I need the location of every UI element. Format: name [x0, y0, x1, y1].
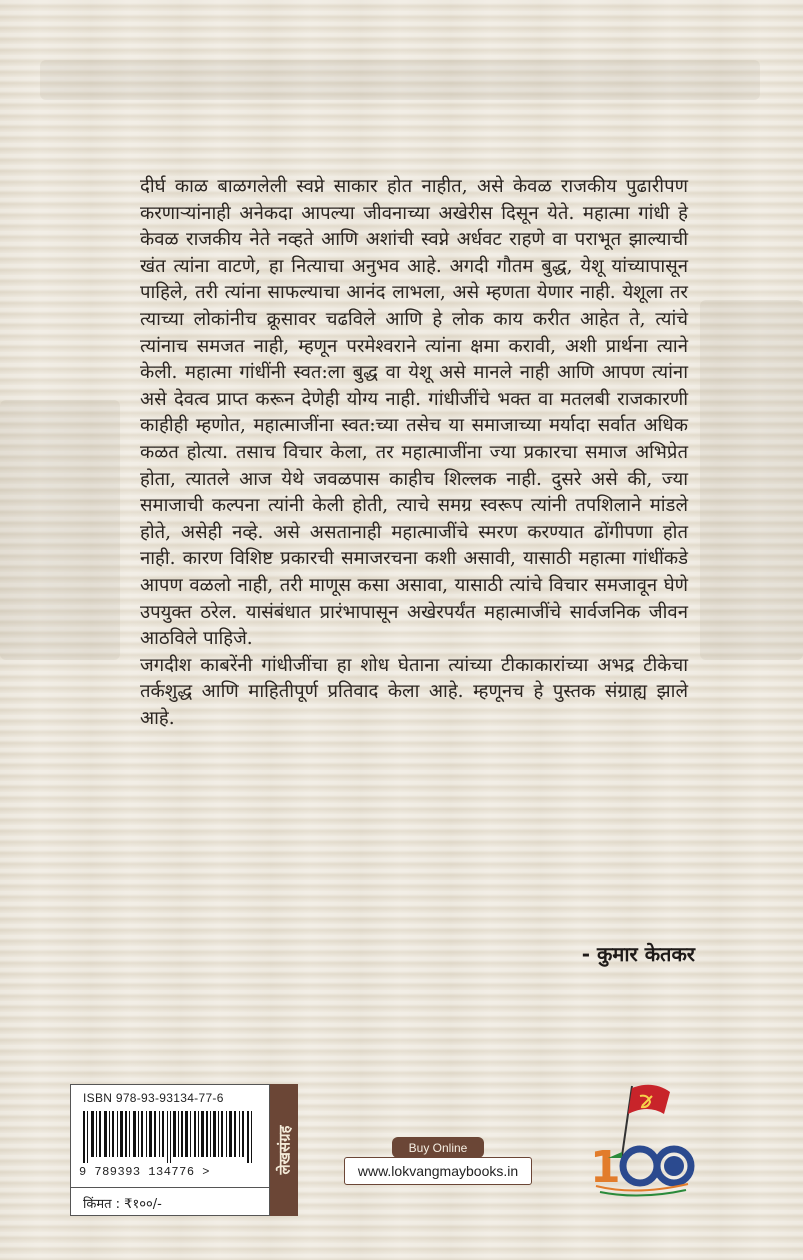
barcode-icon — [81, 1111, 257, 1163]
blurb-text — [140, 174, 688, 732]
background-texture — [700, 300, 803, 660]
isbn-label: ISBN 978-93-93134-77-6 — [83, 1091, 224, 1105]
website-link[interactable]: www.lokvangmaybooks.in — [344, 1157, 532, 1185]
publisher-logo-icon — [578, 1074, 708, 1204]
background-texture — [0, 400, 120, 660]
blurb-paragraph-2: जगदीश काबरेंनी गांधीजींचा हा शोध घेताना त्यांच्या टीकाकारांच्या अभद्र टीकेचा तर्कशुद्ध आणि माहितीपूर्ण प्रतिवाद केला आहे. म्हणूनच हे पुस्तक संग्राह्य झाले आहे. — [140, 654, 688, 729]
price-label: किंमत : ₹१००/- — [71, 1187, 269, 1215]
background-texture — [40, 60, 760, 100]
isbn-digits: 9 789393 134776 > — [79, 1165, 210, 1179]
author-signature: - कुमार केतकर — [581, 942, 695, 966]
series-label: लेखसंग्रह — [275, 1125, 294, 1175]
svg-text:1: 1 — [590, 1142, 621, 1193]
isbn-barcode-block — [70, 1084, 270, 1216]
blurb-paragraph-1: दीर्घ काळ बाळगलेली स्वप्ने साकार होत नाहीत, असे केवळ राजकीय पुढारीपण करणाऱ्यांनाही अनेकदा आपल्या जीवनाच्या अखेरीस दिसून येते. महात्मा गांधी हे केवळ राजकीय नेते नव्हते आणि अशांची स्वप्ने अर्धवट राहणे वा पराभूत झाल्याची खंत त्यांना वाटणे, हा नित्याचा अनुभव आहे. अगदी गौतम बुद्ध, येशू यांच्यापासून पाहिले, तरी त्यांना साफल्याचा आनंद लाभला, असे म्हणता येणार नाही. येशूला तर त्याच्या लोकांनीच क्रूसावर चढविले आणि हे लोक काय करीत आहेत ते, त्यांचे त्यांनाच समजत नाही, म्हणून परमेश्वराने त्यांना क्षमा करावी, अशी प्रार्थना त्याने केली. महात्मा गांधींनी स्वत:ला बुद्ध वा येशू असे मानले नाही आणि आपण त्यांना असे देवत्व प्राप्त करून देणेही योग्य नाही. गांधीजींचे भक्त वा मतलबी राजकारणी काहीही म्हणोत, महात्माजींना स्वत:च्या तसेच या समाजाच्या मर्यादा सर्वात अधिक कळत होत्या. तसाच विचार केला, तर महात्माजींना ज्या प्रकारचा समाज अभिप्रेत होता, त्यातले आज येथे जवळपास काहीच शिल्लक नाही. दुसरे असे की, ज्या समाजाची कल्पना त्यांनी केली होती, त्याचे समग्र स्वरूप त्यांनी तपशिलाने मांडले होते, असेही नव्हे. असे असतानाही महात्माजींचे स्मरण करण्यात ढोंगीपणा होत नाही. कारण विशिष्ट प्रकारची समाजरचना कशी असावी, यासाठी महात्मा गांधींकडे आपण वळलो नाही, तरी माणूस कसा असावा, यासाठी त्यांचे विचार समजावून घेणे उपयुक्त ठरेल. यासंबंधात प्रारंभापासून अखेरपर्यंत महात्माजींचे सार्वजनिक जीवन आठविले पाहिजे. — [140, 176, 688, 650]
buy-online-badge[interactable]: Buy Online — [392, 1137, 484, 1158]
series-strip — [270, 1084, 298, 1216]
